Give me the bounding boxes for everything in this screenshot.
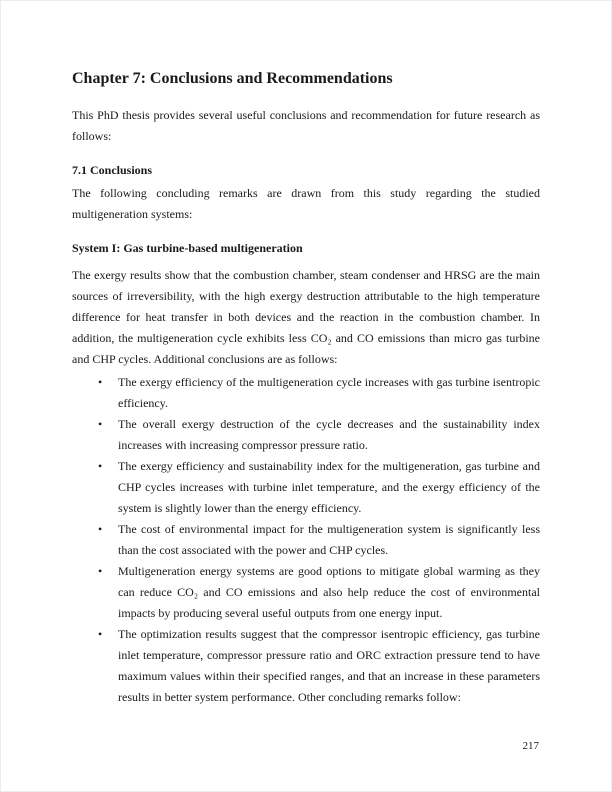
bullet-text: The cost of environmental impact for the multigeneration system is significantly less than the cost associated with the power and CHP cycles. <box>118 522 540 557</box>
bullet-text: The overall exergy destruction of the cycle decreases and the sustainability index increases with increasing compressor pressure ratio. <box>118 417 540 452</box>
section-intro-paragraph: The following concluding remarks are drawn from this study regarding the studied multigeneration systems: <box>72 186 540 221</box>
bullet-dot-icon: • <box>98 417 103 431</box>
system1-paragraph: The exergy results show that the combustion chamber, steam condenser and HRSG are the main sources of irreversibility, with the high exergy destruction attributable to the high temperature difference for heat transfer in both devices and the reaction in the combustion chamber. In addition, the multigeneration cycle exhibits less CO₂ and CO emissions than micro gas turbine and CHP cycles. Additional conclusions are as follows: <box>72 268 540 366</box>
page-content <box>1 1 611 708</box>
intro-paragraph: This PhD thesis provides several useful conclusions and recommendation for future research as follows: <box>72 108 540 143</box>
bullet-list-item <box>72 372 540 414</box>
page-number: 217 <box>522 740 539 752</box>
bullet-dot-icon: • <box>98 459 103 473</box>
conclusions-bullet-list <box>72 372 540 708</box>
bullet-text: The exergy efficiency and sustainability index for the multigeneration, gas turbine and CHP cycles increases with turbine inlet temperature, and the exergy efficiency of the system is slightly lower than the energy efficiency. <box>118 459 540 515</box>
section-heading-conclusions: 7.1 Conclusions <box>72 163 153 177</box>
bullet-list-item <box>72 414 540 456</box>
subsection-heading-system1: System I: Gas turbine-based multigeneration <box>72 241 303 255</box>
bullet-dot-icon: • <box>98 375 103 389</box>
bullet-list-item <box>72 561 540 624</box>
bullet-text: Multigeneration energy systems are good options to mitigate global warming as they can reduce CO₂ and CO emissions and also help reduce the cost of environmental impacts by producing several useful outputs from one energy input. <box>118 564 540 620</box>
bullet-list-item <box>72 624 540 708</box>
bullet-dot-icon: • <box>98 564 103 578</box>
chapter-title: Chapter 7: Conclusions and Recommendations <box>72 70 393 87</box>
bullet-list-item <box>72 519 540 561</box>
bullet-dot-icon: • <box>98 627 103 641</box>
bullet-dot-icon: • <box>98 522 103 536</box>
bullet-list-item <box>72 456 540 519</box>
bullet-text: The optimization results suggest that the compressor isentropic efficiency, gas turbine inlet temperature, compressor pressure ratio and ORC extraction pressure tend to have maximum values within their specified ranges, and that an increase in these parameters results in better system performance. Other concluding remarks follow: <box>118 627 540 704</box>
bullet-text: The exergy efficiency of the multigeneration cycle increases with gas turbine isentropic efficiency. <box>118 375 540 410</box>
